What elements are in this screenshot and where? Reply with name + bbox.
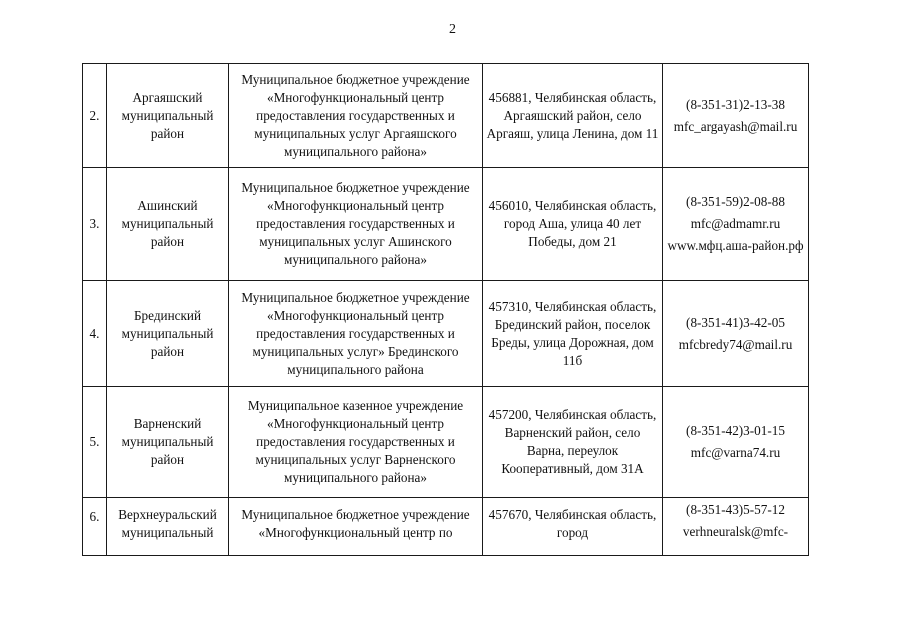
phone-number: (8-351-42)3-01-15 [686, 423, 785, 438]
row-number: 2. [83, 64, 107, 168]
table-row [83, 168, 809, 281]
district-name: Брединский муниципальный район [107, 281, 229, 387]
contact-info [663, 64, 809, 168]
page-number: 2 [449, 22, 456, 37]
district-name: Верхнеуральский муниципальный [107, 498, 229, 556]
contact-info [663, 168, 809, 281]
institution-name: Муниципальное бюджетное учреждение «Многофункциональный центр предоставления государственных и муниципальных услуг» Брединского муниципального района [229, 281, 483, 387]
phone-number: (8-351-43)5-57-12 [686, 502, 785, 517]
email-address: verhneuralsk@mfc- [682, 524, 789, 539]
email-address: mfc@varna74.ru [690, 445, 781, 460]
phone-number: (8-351-59)2-08-88 [686, 194, 785, 209]
phone-number: (8-351-41)3-42-05 [686, 314, 785, 330]
mfc-registry-table [82, 63, 809, 556]
institution-name: Муниципальное бюджетное учреждение «Многофункциональный центр предоставления государственных и муниципальных услуг Аргаяшского муниципального района» [229, 64, 483, 168]
institution-name: Муниципальное бюджетное учреждение «Многофункциональный центр по [229, 498, 483, 556]
email-address: mfcbredy74@mail.ru [678, 336, 793, 352]
website-address: www.мфц.аша-район.рф [667, 238, 804, 253]
table-row [83, 64, 809, 168]
phone-number: (8-351-31)2-13-38 [686, 96, 785, 112]
district-name: Аргаяшский муниципальный район [107, 64, 229, 168]
row-number: 5. [83, 387, 107, 498]
institution-name: Муниципальное бюджетное учреждение «Многофункциональный центр предоставления государственных и муниципальных услуг Ашинского муниципального района» [229, 168, 483, 281]
postal-address: 457200, Челябинская область, Варненский район, село Варна, переулок Кооперативный, дом 31А [483, 387, 663, 498]
contact-info [663, 498, 809, 556]
contact-info [663, 281, 809, 387]
postal-address: 456010, Челябинская область, город Аша, улица 40 лет Победы, дом 21 [483, 168, 663, 281]
table-row [83, 281, 809, 387]
institution-name: Муниципальное казенное учреждение «Многофункциональный центр предоставления государственных и муниципальных услуг Варненского муниципального района» [229, 387, 483, 498]
postal-address: 457670, Челябинская область, город [483, 498, 663, 556]
row-number: 6. [83, 498, 107, 556]
district-name: Варненский муниципальный район [107, 387, 229, 498]
table-row [83, 498, 809, 556]
district-name: Ашинский муниципальный район [107, 168, 229, 281]
table-row [83, 387, 809, 498]
row-number: 4. [83, 281, 107, 387]
postal-address: 456881, Челябинская область, Аргаяшский район, село Аргаяш, улица Ленина, дом 11 [483, 64, 663, 168]
postal-address: 457310, Челябинская область, Брединский район, поселок Бреды, улица Дорожная, дом 11б [483, 281, 663, 387]
contact-info [663, 387, 809, 498]
email-address: mfc_argayash@mail.ru [673, 118, 798, 134]
email-address: mfc@admamr.ru [690, 216, 781, 231]
row-number: 3. [83, 168, 107, 281]
